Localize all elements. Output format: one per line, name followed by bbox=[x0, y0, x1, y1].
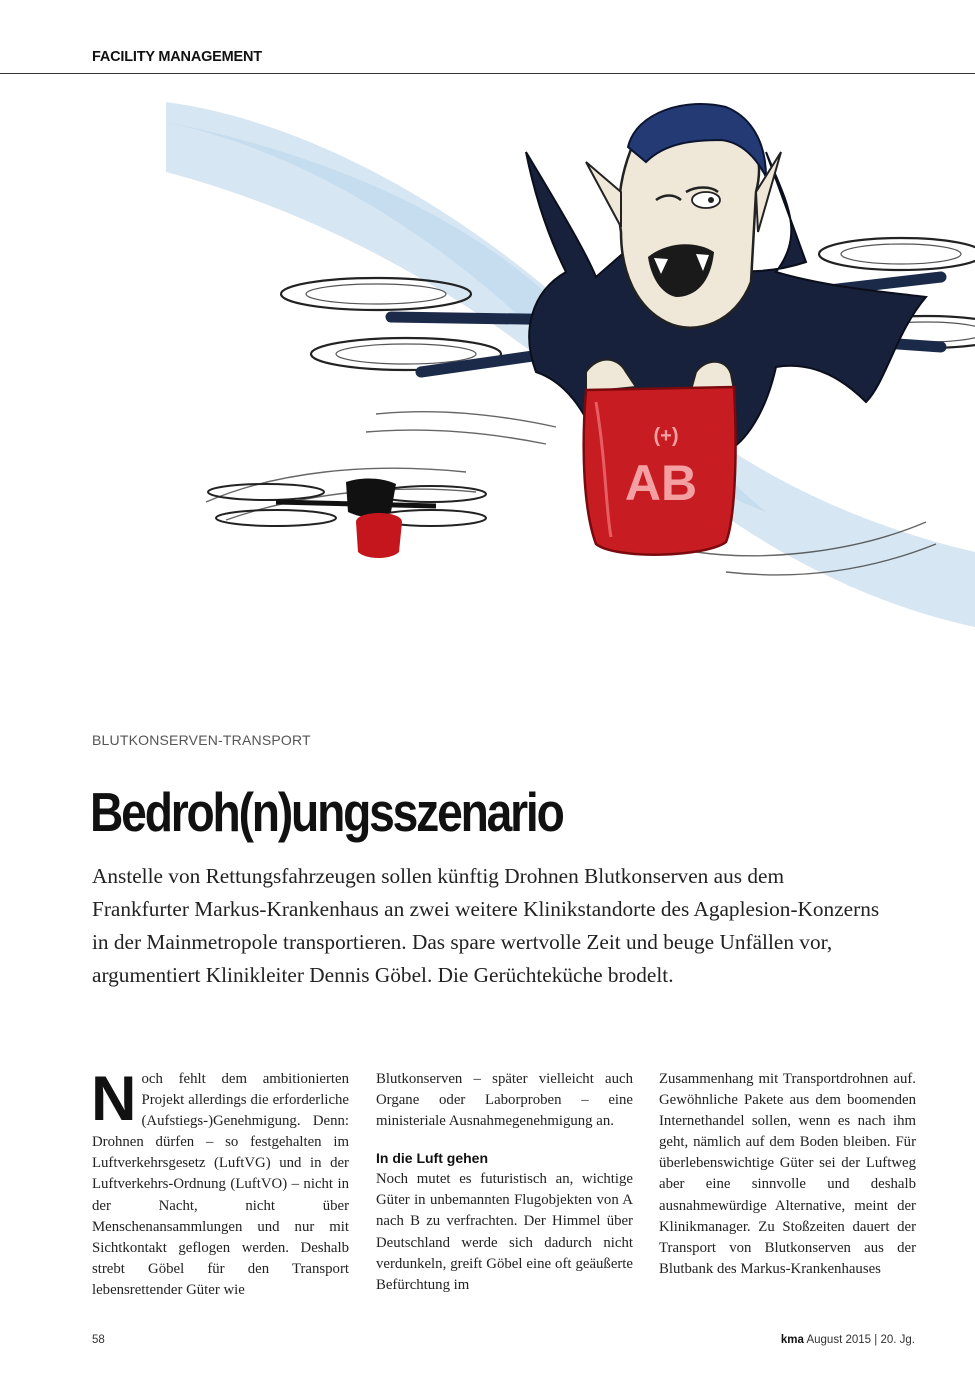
article-column-2 bbox=[376, 1069, 633, 1296]
article-column-3 bbox=[659, 1069, 916, 1280]
column-2-text-b: Noch mutet es futuristisch an, wichtige Güter in unbemannten Flugobjekten von A nach B zu verfrachten. Der Himmel über Deutschland werde sich dadurch nicht verdunkeln, greift Göbel eine oft geäußerte Befürchtung im bbox=[376, 1171, 633, 1293]
blood-bag-label: AB bbox=[624, 455, 698, 511]
small-drone bbox=[208, 478, 486, 558]
blood-bag-symbol: (+) bbox=[653, 425, 679, 447]
column-3-text: Zusammenhang mit Transportdrohnen auf. Gewöhnliche Pakete aus dem boomenden Internethandel sollen, wenn es nach ihm geht, nämlich auf dem Boden bleiben. Für überlebenswichtige Güter sei der Luftweg aber eine sinnvolle und deshalb ausnahmewürdige Alternative, meint der Klinikmanager. Zu Stoßzeiten dauert der Transport von Blutkonserven aus der Blutbank des Markus-Krankenhauses bbox=[659, 1071, 916, 1277]
dropcap: N bbox=[91, 1064, 137, 1134]
motion-lines bbox=[206, 412, 936, 575]
footer-issue bbox=[781, 1334, 915, 1346]
vampire-drone-illustration bbox=[166, 82, 975, 722]
section-header: FACILITY MANAGEMENT bbox=[92, 49, 262, 65]
footer-brand: kma bbox=[780, 1334, 804, 1346]
article-kicker: BLUTKONSERVEN-TRANSPORT bbox=[92, 732, 311, 748]
article-column-1 bbox=[91, 1064, 349, 1301]
footer-separator: | bbox=[874, 1334, 878, 1346]
header-divider bbox=[0, 73, 975, 74]
footer-date: August 2015 bbox=[806, 1334, 872, 1346]
article-headline: Bedroh(n)ungsszenario bbox=[90, 781, 563, 843]
article-subhead: In die Luft gehen bbox=[376, 1150, 488, 1167]
article-lead: Anstelle von Rettungsfahrzeugen sollen künftig Drohnen Blutkonserven aus dem Frankfurter Markus-Krankenhaus an zwei weitere Klinikstandorte des Agaplesion-Konzerns in der Mainmetropole transportieren. Das spare wertvolle Zeit und beuge Unfällen vor, argumentiert Klinikleiter Dennis Göbel. Die Gerüchteküche brodelt. bbox=[92, 864, 880, 987]
footer-volume: 20. Jg. bbox=[880, 1334, 915, 1346]
page-number: 58 bbox=[92, 1334, 105, 1346]
blood-bag bbox=[584, 387, 736, 555]
column-1-text: och fehlt dem ambitionierten Projekt allerdings die erforderliche (Aufstiegs-)Genehmigung. Denn: Drohnen dürfen – so festgehalten im Luftverkehrsgesetz (LuftVG) und in der Luftverkehrs-Ordnung (LuftVO) – nicht in der Nacht, nicht über Menschenansammlungen und nur mit Sichtkontakt geflogen werden. Deshalb strebt Göbel für den Transport lebensrettender Güter wie bbox=[92, 1071, 349, 1298]
column-2-text-a: Blutkonserven – später vielleicht auch Organe oder Laborproben – eine ministeriale Ausnahmegenehmigung an. bbox=[376, 1071, 633, 1130]
